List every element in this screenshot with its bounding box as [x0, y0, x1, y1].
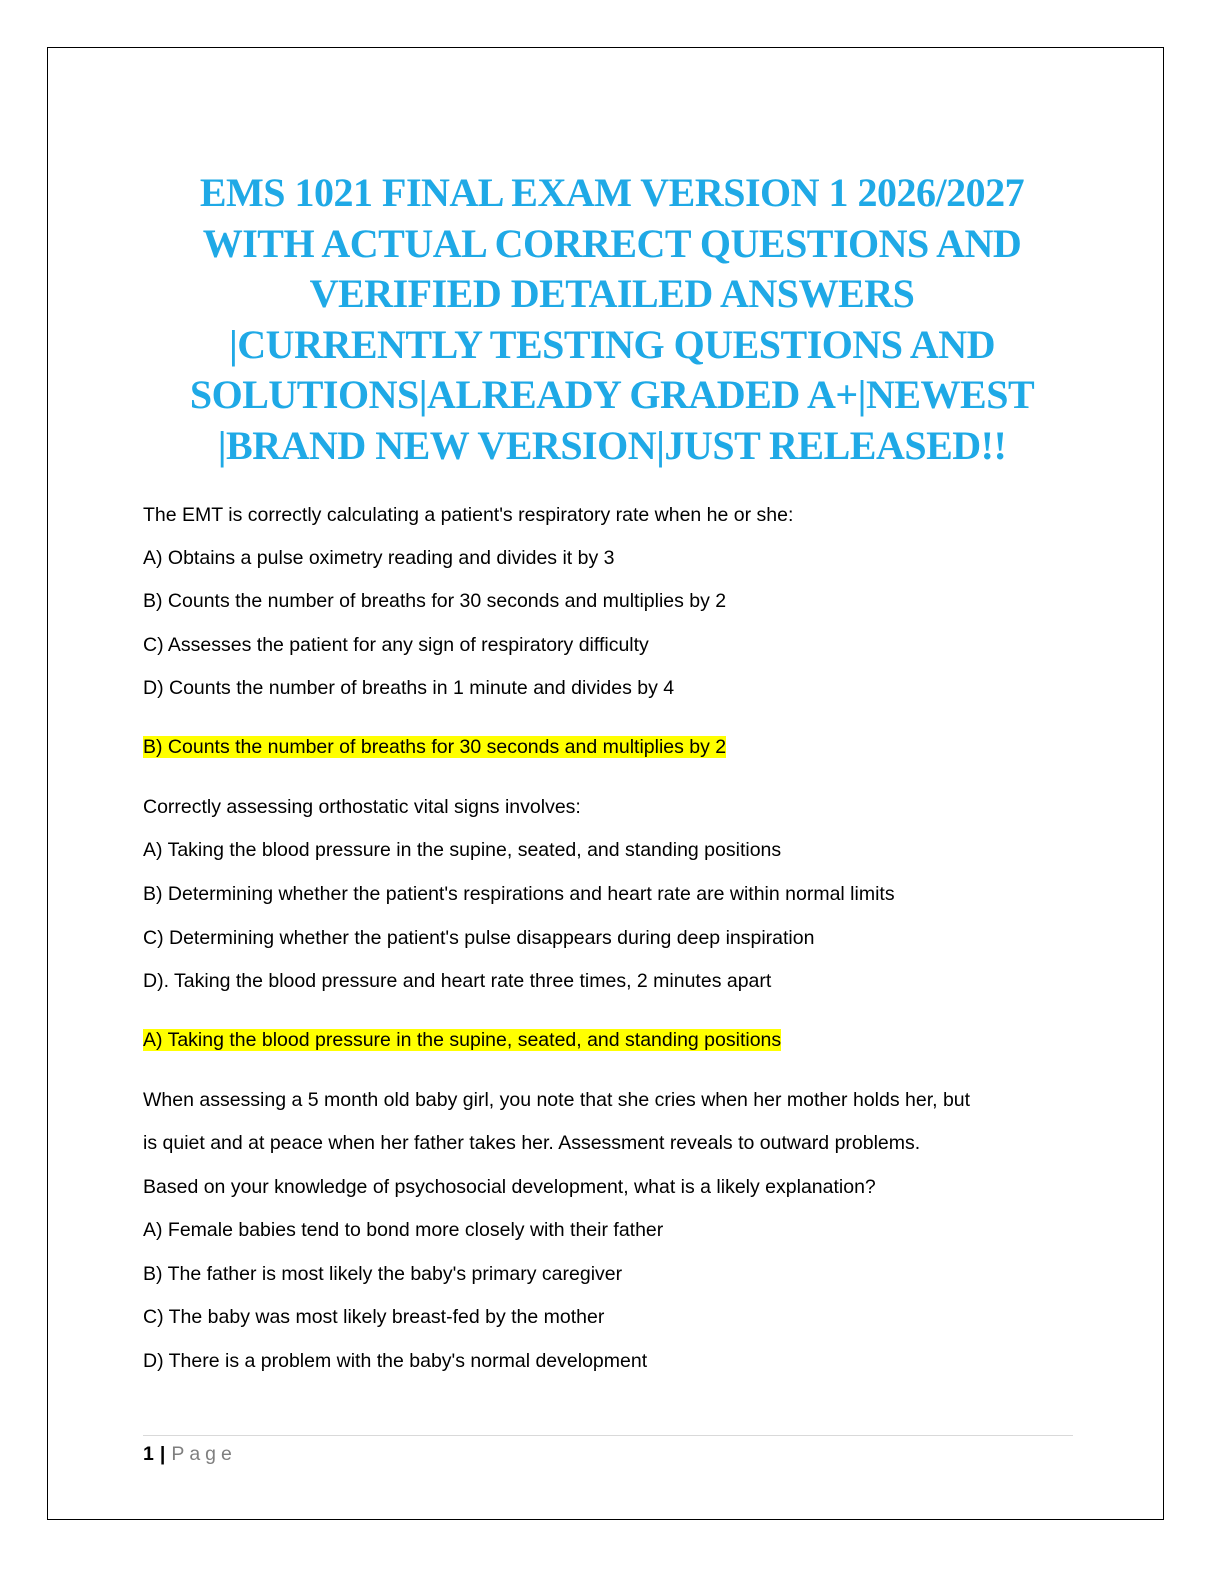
question-1-answer: B) Counts the number of breaths for 30 seconds and multiplies by 2 [143, 736, 727, 758]
title-line: VERIFIED DETAILED ANSWERS [309, 271, 915, 316]
page-footer [143, 1441, 237, 1467]
title-line: |BRAND NEW VERSION|JUST RELEASED!! [217, 422, 1007, 468]
question-3-option-b: B) The father is most likely the baby's primary caregiver [143, 1263, 623, 1285]
question-2-option-a: A) Taking the blood pressure in the supine, seated, and standing positions [143, 839, 782, 861]
question-3-option-a: A) Female babies tend to bond more closely with their father [143, 1219, 664, 1241]
title-line: WITH ACTUAL CORRECT QUESTIONS AND [202, 220, 1022, 266]
question-2-answer: A) Taking the blood pressure in the supine, seated, and standing positions [143, 1029, 782, 1051]
question-2-option-d: D). Taking the blood pressure and heart rate three times, 2 minutes apart [143, 970, 772, 992]
question-2-option-b: B) Determining whether the patient's respirations and heart rate are within normal limits [143, 883, 895, 905]
question-3-option-d: D) There is a problem with the baby's normal development [143, 1350, 648, 1372]
question-1-option-d: D) Counts the number of breaths in 1 minute and divides by 4 [143, 677, 675, 699]
question-3-option-c: C) The baby was most likely breast-fed by the mother [143, 1306, 605, 1328]
footer-separator: | [159, 1443, 166, 1465]
page-number: 1 [143, 1443, 154, 1465]
question-1-stem: The EMT is correctly calculating a patient's respiratory rate when he or she: [143, 504, 794, 526]
question-2-option-c: C) Determining whether the patient's pulse disappears during deep inspiration [143, 927, 815, 949]
title-line: EMS 1021 FINAL EXAM VERSION 1 2026/2027 [199, 170, 1025, 215]
footer-divider [143, 1435, 1073, 1436]
question-1-option-c: C) Assesses the patient for any sign of respiratory difficulty [143, 634, 649, 656]
question-2-stem: Correctly assessing orthostatic vital signs involves: [143, 796, 581, 818]
question-3-stem-line-3: Based on your knowledge of psychosocial development, what is a likely explanation? [143, 1176, 876, 1198]
title-line: SOLUTIONS|ALREADY GRADED A+|NEWEST [189, 372, 1035, 417]
title-line: |CURRENTLY TESTING QUESTIONS AND [228, 321, 995, 367]
page-label: Page [171, 1443, 237, 1465]
document-title [100, 168, 1124, 471]
question-3-stem-line-1: When assessing a 5 month old baby girl, you note that she cries when her mother holds her, but [143, 1089, 971, 1111]
question-3-stem-line-2: is quiet and at peace when her father takes her. Assessment reveals to outward problems. [143, 1132, 921, 1154]
question-1-option-b: B) Counts the number of breaths for 30 seconds and multiplies by 2 [143, 590, 727, 612]
question-1-option-a: A) Obtains a pulse oximetry reading and divides it by 3 [143, 547, 615, 569]
